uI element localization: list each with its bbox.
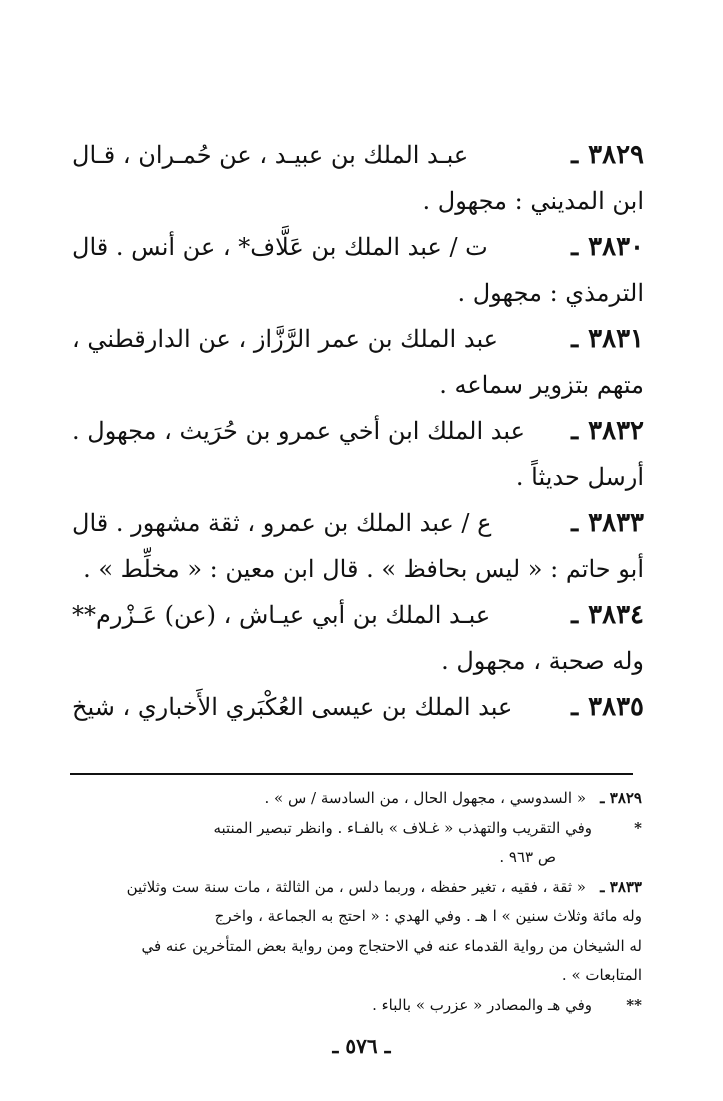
entry-text: عبد الملك ابن أخي عمرو بن حُرَيث ، مجهول . [72, 417, 525, 445]
entry-text: عبد الملك بن عمر الرَّزَّاز ، عن الدارقطني ، [72, 325, 498, 353]
footnote-text: « السدوسي ، مجهول الحال ، من السادسة / س » . [264, 789, 586, 807]
footnote-separator [70, 773, 633, 775]
footnote-number: ٣٨٣٣ ـ [600, 877, 642, 896]
footnote-star-marker: * [634, 818, 642, 837]
entry-number: ٣٨٣٢ [588, 416, 644, 446]
entry-text: ع / عبد الملك بن عمرو ، ثقة مشهور . قال [72, 509, 492, 537]
entry-3830-line-1 [72, 224, 644, 270]
footnote-star-line-2: ص ٩٦٣ . [499, 848, 556, 866]
entry-3834-line-2: وله صحبة ، مجهول . [441, 647, 644, 675]
footnote-double-star-line [62, 991, 642, 1021]
main-text [72, 132, 644, 730]
entry-number: ٣٨٣٤ [588, 600, 644, 630]
entry-number: ٣٨٣١ [588, 324, 644, 354]
footnote-3833-line-1 [62, 873, 642, 903]
footnote-text: « ثقة ، فقيه ، تغير حفظه ، وربما دلس ، من الثالثة ، مات سنة ست وثلاثين [126, 877, 586, 896]
entry-text: ت / عبد الملك بن عَلَّاف* ، عن أنس . قال [72, 233, 488, 261]
entry-3833-line-1 [72, 500, 644, 546]
entry-number: ٣٨٣٥ [588, 692, 644, 722]
footnote-text: وفي هـ والمصادر « عزرب » بالباء . [372, 995, 592, 1014]
entry-dash: ـ [571, 140, 579, 169]
footnote-star-line-1 [62, 814, 642, 844]
entry-text: عبـد الملك بن أبي عيـاش ، (عن) عَـزْرم** [72, 601, 491, 629]
footnote-3833-line-3: له الشيخان من رواية القدماء عنه في الاحتجاج ومن رواية بعض المتأخرين عنه في [141, 936, 642, 955]
entry-dash: ـ [571, 232, 579, 261]
footnote-number: ٣٨٢٩ ـ [600, 789, 642, 807]
entry-3832-line-2: أرسل حديثاً . [515, 463, 644, 491]
entry-text: عبـد الملك بن عبيـد ، عن حُمـران ، قـال [72, 141, 469, 169]
entry-3831-line-1 [72, 316, 644, 362]
entry-3832-line-1 [72, 408, 644, 454]
entry-dash: ـ [571, 508, 579, 537]
entry-3835-line-1 [72, 684, 644, 730]
page-number: ـ ٥٧٦ ـ [332, 1034, 391, 1058]
entry-dash: ـ [571, 324, 579, 353]
entry-dash: ـ [571, 600, 579, 629]
entry-number: ٣٨٢٩ [588, 140, 644, 170]
footnote-double-star-marker: ** [626, 995, 642, 1014]
entry-number: ٣٨٣٠ [588, 232, 644, 262]
entry-3831-line-2: متهم بتزوير سماعه . [439, 371, 644, 399]
entry-dash: ـ [571, 416, 579, 445]
entry-3830-line-2: الترمذي : مجهول . [457, 279, 644, 307]
entry-number: ٣٨٣٣ [588, 508, 644, 538]
entry-3833-line-2: أبو حاتم : « ليس بحافظ » . قال ابن معين : « مخلِّط » . [83, 555, 644, 583]
entry-dash: ـ [571, 692, 579, 721]
entry-3834-line-1 [72, 592, 644, 638]
footnote-text: وفي التقريب والتهذب « غـلاف » بالفـاء . وانظر تبصير المنتبه [213, 818, 592, 837]
footnote-3833-line-2: وله مائة وثلاث سنين » ا هـ . وفي الهدي : « احتج به الجماعة ، واخرج [214, 907, 642, 925]
entry-text: عبد الملك بن عيسى العُكْبَري الأَخباري ، شيخ [72, 693, 513, 721]
entry-3829-line-1 [72, 132, 644, 178]
footnote-3833-line-4: المتابعات » . [561, 966, 642, 984]
entry-3829-line-2: ابن المديني : مجهول . [422, 187, 644, 215]
footnote-3829-line-1 [62, 784, 642, 814]
footnotes [62, 784, 642, 1020]
